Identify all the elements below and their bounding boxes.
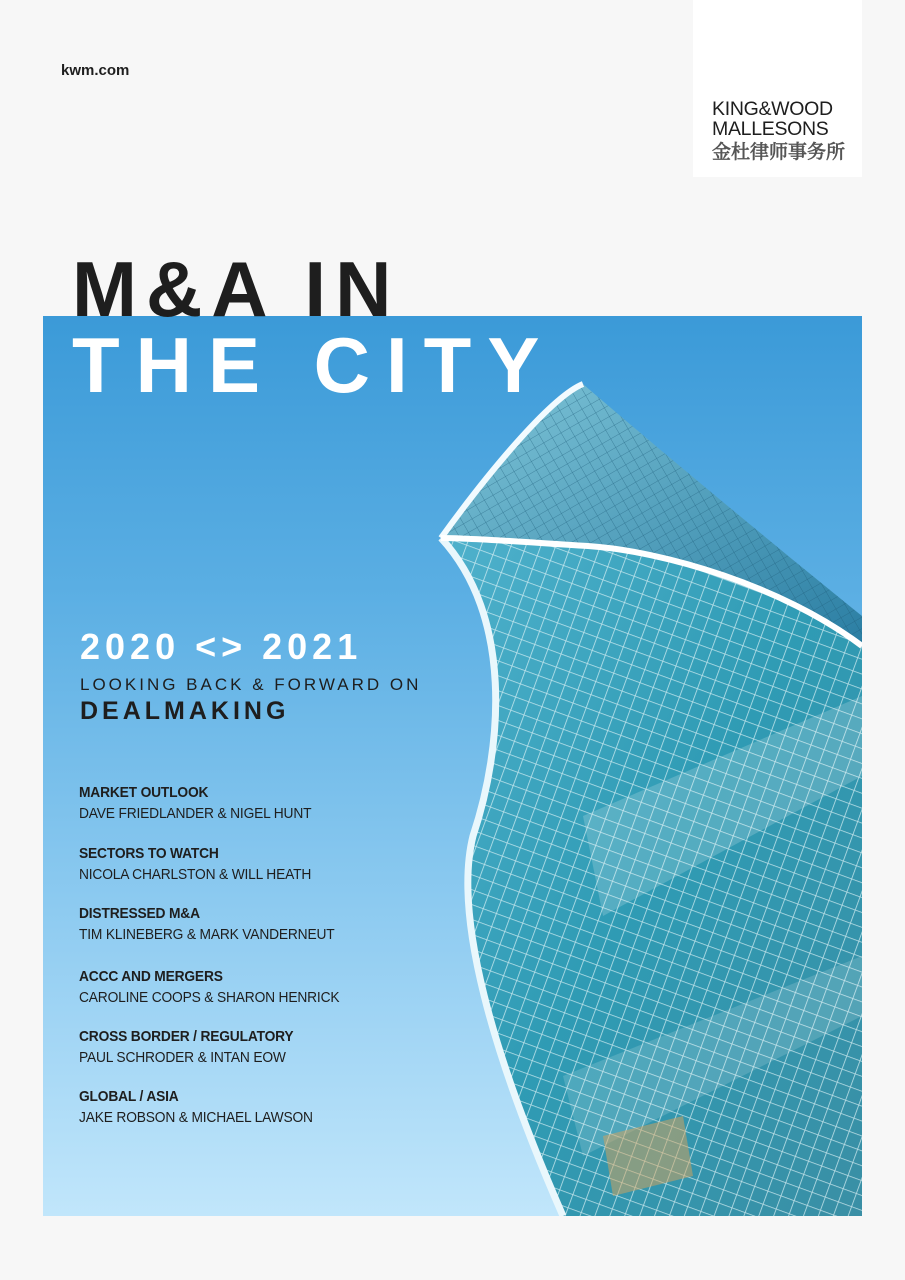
contents-item-authors: PAUL SCHRODER & INTAN EOW <box>79 1049 286 1066</box>
cover-subheading-strong: DEALMAKING <box>80 697 290 725</box>
contents-item <box>79 845 331 883</box>
cover-years: 2020 <> 2021 <box>80 626 363 667</box>
contents-item-title: MARKET OUTLOOK <box>79 784 209 801</box>
site-url[interactable]: kwm.com <box>61 62 130 79</box>
contents-item-authors: CAROLINE COOPS & SHARON HENRICK <box>79 989 340 1006</box>
contents-item <box>79 968 362 1006</box>
contents-item-title: GLOBAL / ASIA <box>79 1088 179 1105</box>
contents-item <box>79 784 332 822</box>
contents-item-title: DISTRESSED M&A <box>79 905 200 922</box>
contents-item-authors: DAVE FRIEDLANDER & NIGEL HUNT <box>79 805 312 822</box>
contents-item-authors: NICOLA CHARLSTON & WILL HEATH <box>79 866 312 883</box>
contents-item-title: SECTORS TO WATCH <box>79 845 219 862</box>
logo-text-chinese: 金杜律师事务所 <box>712 142 846 163</box>
logo-text-line2: MALLESONS <box>712 118 829 140</box>
contents-item <box>79 905 357 943</box>
cover-subheading: LOOKING BACK & FORWARD ON <box>80 675 422 694</box>
skyscraper-illustration <box>43 316 862 1216</box>
contents-item-title: CROSS BORDER / REGULATORY <box>79 1028 294 1045</box>
company-logo <box>693 0 862 177</box>
contents-item-title: ACCC AND MERGERS <box>79 968 223 985</box>
contents-item <box>79 1088 333 1126</box>
logo-text-line1: KING&WOOD <box>712 98 833 120</box>
cover-title-line2: THE CITY <box>72 321 556 409</box>
cover-title-line1: M&A IN <box>72 245 401 333</box>
contents-item-authors: JAKE ROBSON & MICHAEL LAWSON <box>79 1109 313 1126</box>
cover-photo-skyscraper <box>43 316 862 1216</box>
contents-item-authors: TIM KLINEBERG & MARK VANDERNEUT <box>79 926 335 943</box>
contents-item <box>79 1028 312 1066</box>
